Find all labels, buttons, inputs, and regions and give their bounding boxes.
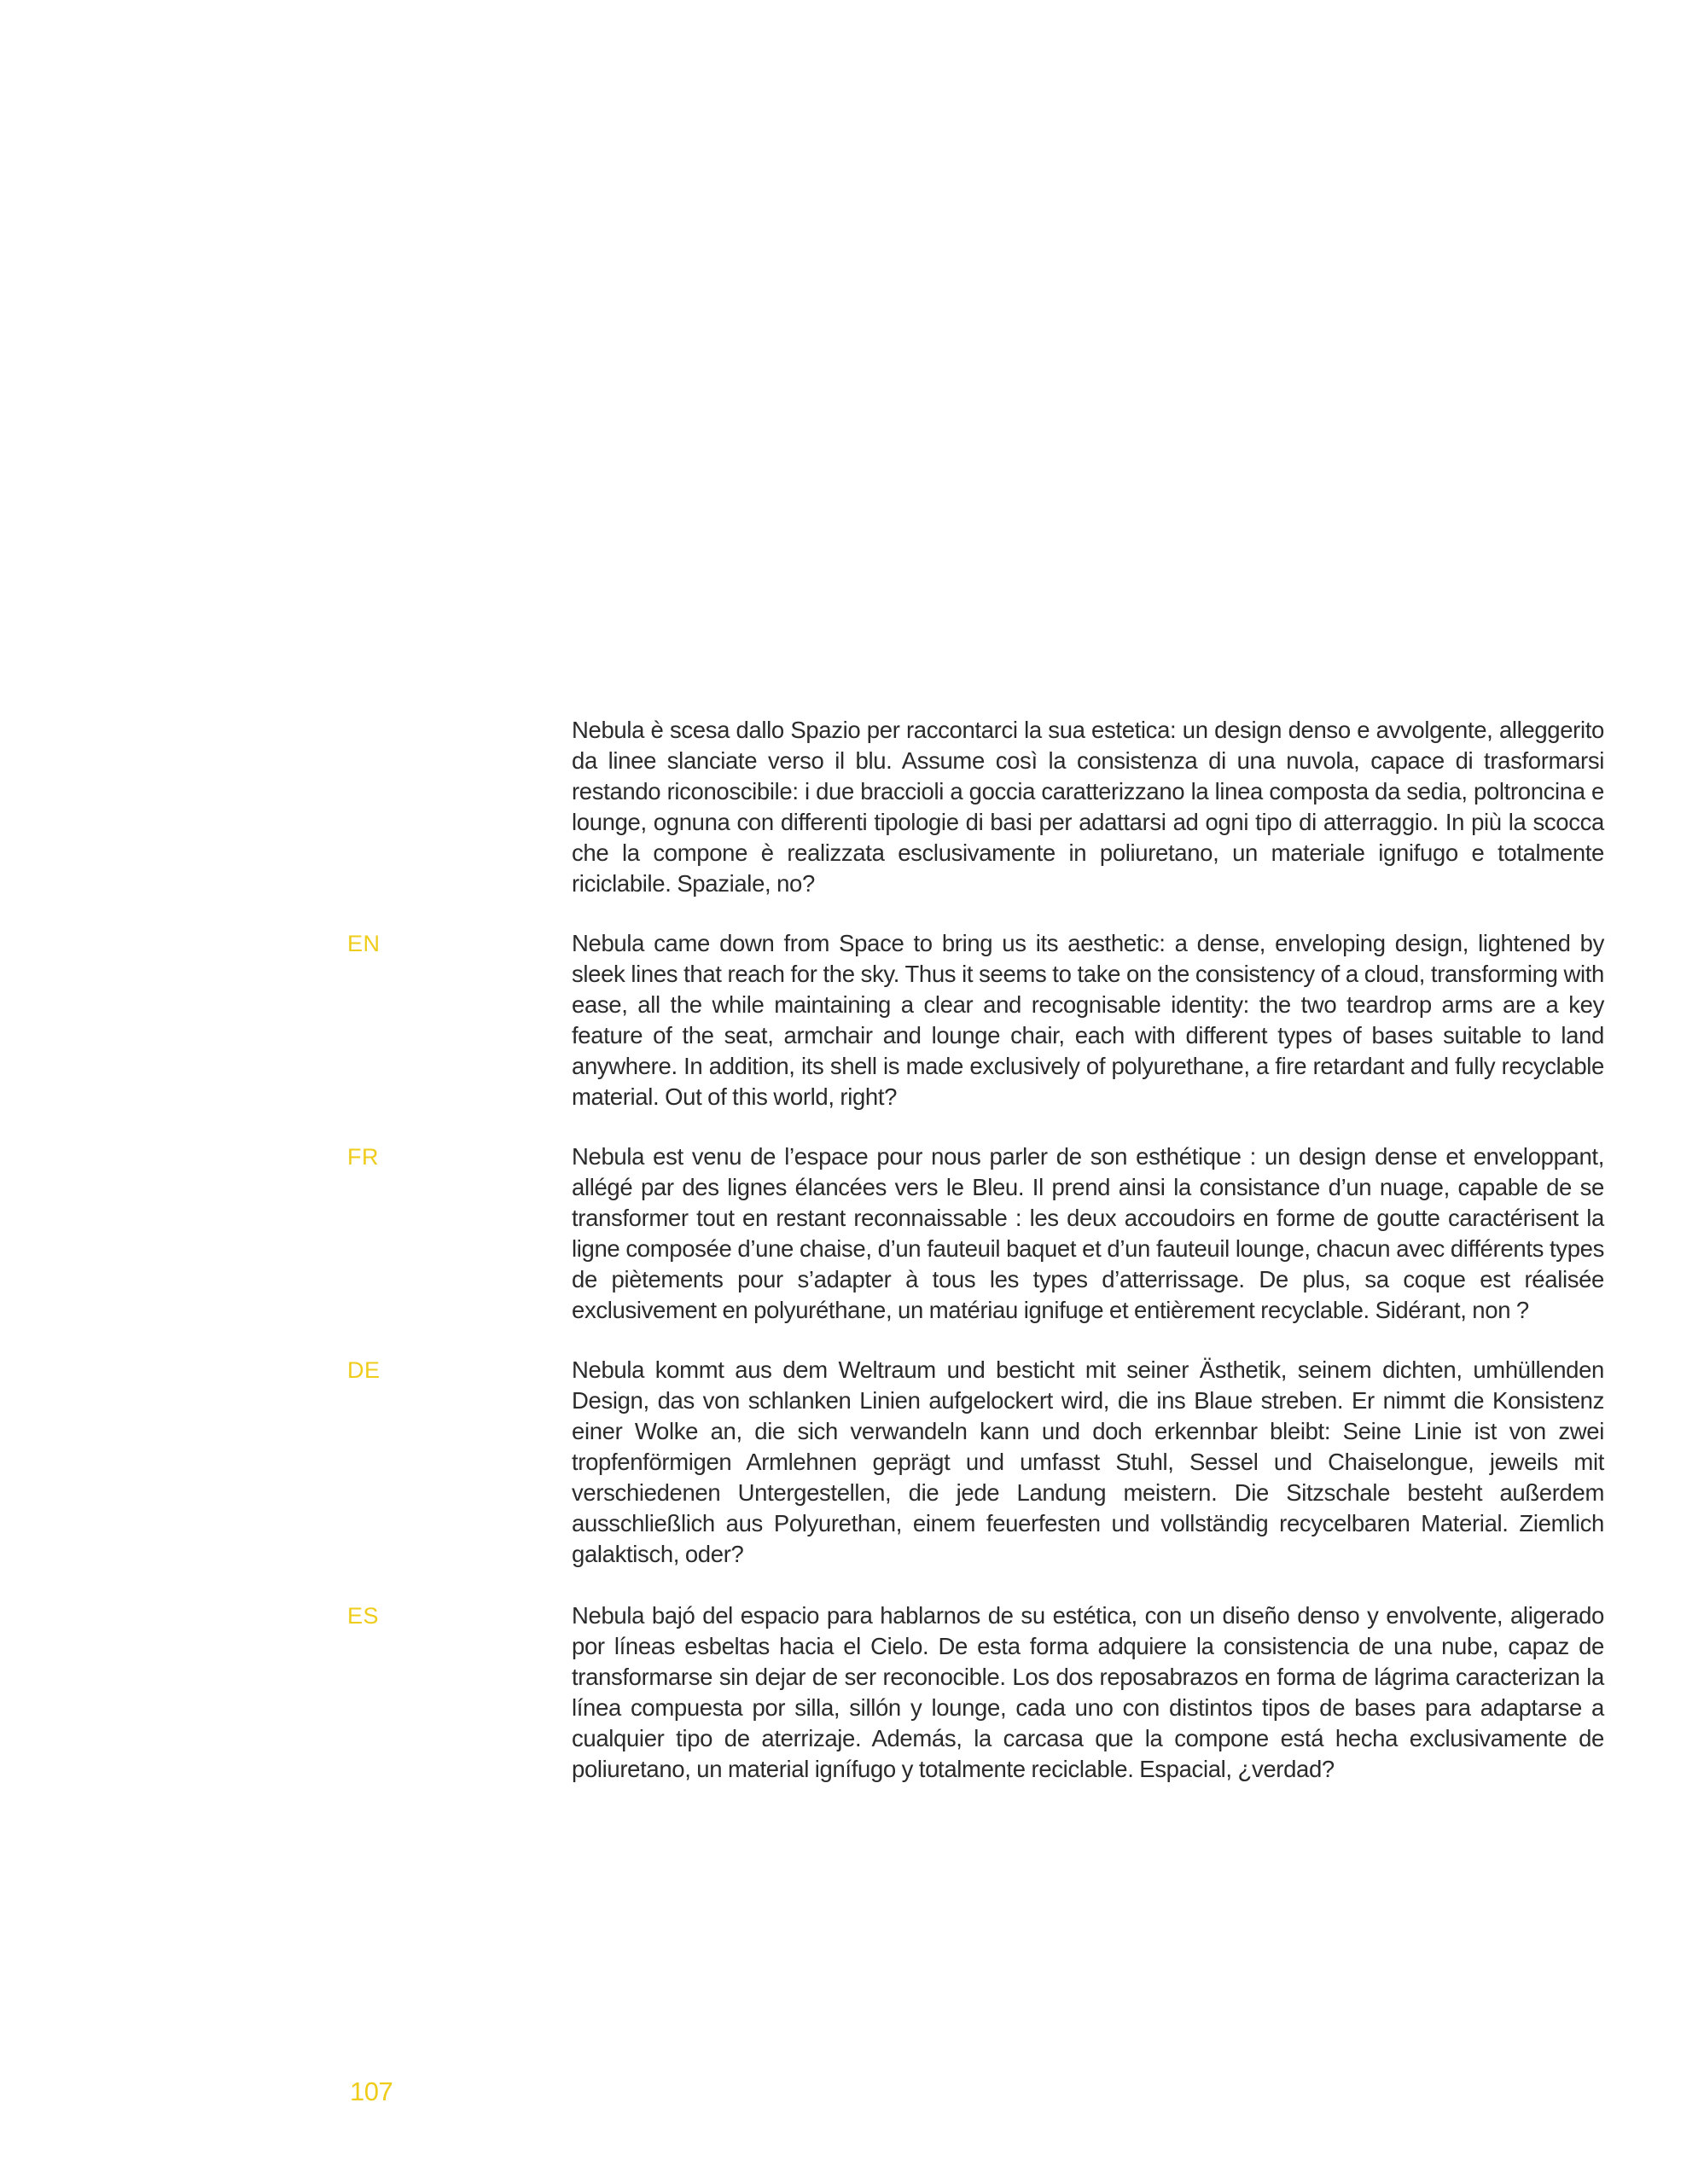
language-label-es: ES xyxy=(347,1603,380,1629)
paragraph-es: Nebula bajó del espacio para hablarnos de su estética, con un diseño denso y envolvente, aligerado por líneas esbeltas hacia el Cielo. De esta forma adquiere la consistencia de una nube, capaz de transformarse sin dejar de ser reconocible. Los dos reposabrazos en forma de lágrima caracterizan la línea compuesta por silla, sillón y lounge, cada uno con distintos tipos de bases para adaptarse a cualquier tipo de aterrizaje. Además, la carcasa que la compone está hecha exclusivamente de poliuretano, un material ignífugo y totalmente reciclable. Espacial, ¿verdad? xyxy=(572,1602,1604,1782)
language-label-de: DE xyxy=(347,1357,381,1383)
paragraph-fr: Nebula est venu de l’espace pour nous parler de son esthétique : un design dense et enveloppant, allégé par des lignes élancées vers le Bleu. Il prend ainsi la consistance d’un nuage, capable de se transformer tout en restant reconnaissable : les deux accoudoirs en forme de goutte caractérisent la ligne composée d’une chaise, d’un fauteuil baquet et d’un fauteuil lounge, chacun avec différents types de piètements pour s’adapter à tous les types d’atterrissage. De plus, sa coque est réalisée exclusivement en polyuréthane, un matériau ignifuge et entièrement recyclable. Sidérant, non ? xyxy=(572,1143,1604,1323)
language-label-fr: FR xyxy=(347,1144,379,1170)
page-number: 107 xyxy=(350,2077,393,2106)
language-label-en: EN xyxy=(347,931,381,956)
paragraph-it: Nebula è scesa dallo Spazio per raccontarci la sua estetica: un design denso e avvolgente, alleggerito da linee slanciate verso il blu. Assume così la consistenza di una nuvola, capace di trasformarsi restando riconoscibile: i due braccioli a goccia caratterizzano la linea composta da sedia, poltroncina e lounge, ognuna con differenti tipologie di basi per adattarsi ad ogni tipo di atterraggio. In più la scocca che la compone è realizzata esclusivamente in poliuretano, un materiale ignifugo e totalmente riciclabile. Spaziale, no? xyxy=(572,717,1604,897)
paragraph-en: Nebula came down from Space to bring us its aesthetic: a dense, enveloping design, lightened by sleek lines that reach for the sky. Thus it seems to take on the consistency of a cloud, transforming with ease, all the while maintaining a clear and recognisable identity: the two teardrop arms are a key feature of the seat, armchair and lounge chair, each with different types of bases suitable to land anywhere. In addition, its shell is made exclusively of polyurethane, a fire retardant and fully recyclable material. Out of this world, right? xyxy=(572,930,1604,1110)
paragraph-de: Nebula kommt aus dem Weltraum und besticht mit seiner Ästhetik, seinem dichten, umhüllenden Design, das von schlanken Linien aufgelockert wird, die ins Blaue streben. Er nimmt die Konsistenz einer Wolke an, die sich verwandeln kann und doch erkennbar bleibt: Seine Linie ist von zwei tropfenförmigen Armlehnen geprägt und umfasst Stuhl, Sessel und Chaiselongue, jeweils mit verschiedenen Untergestellen, die jede Landung meistern. Die Sitzschale besteht außerdem ausschließlich aus Polyurethan, einem feuerfesten und vollständig recycelbaren Material. Ziemlich galaktisch, oder? xyxy=(572,1356,1604,1567)
